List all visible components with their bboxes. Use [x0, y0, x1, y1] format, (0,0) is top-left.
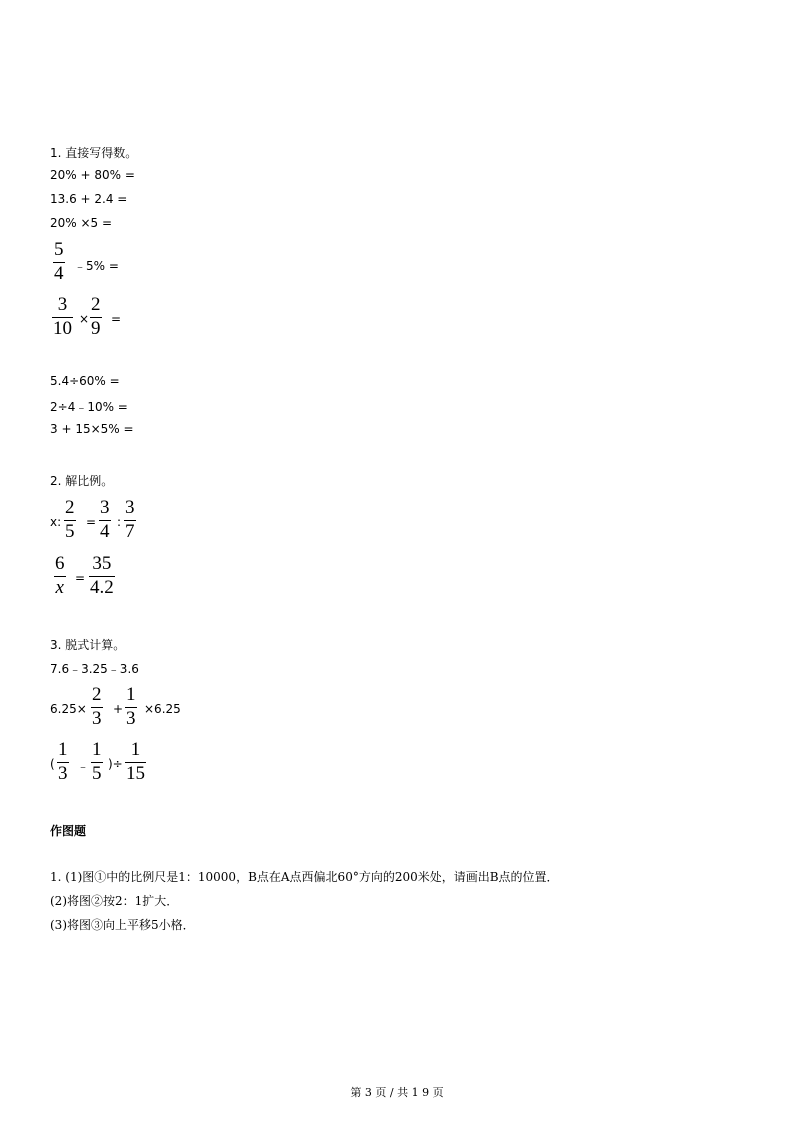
equals-sign: =	[111, 312, 122, 326]
fraction-3-10	[52, 295, 73, 339]
fraction-1-5	[91, 740, 103, 784]
denominator: 3	[92, 708, 102, 730]
numerator: 35	[92, 553, 112, 574]
fraction-3-4	[99, 498, 111, 542]
fraction-3-7	[124, 498, 136, 542]
open-paren: (	[50, 757, 55, 771]
denominator: 9	[91, 318, 101, 340]
fraction-6-x	[54, 554, 66, 598]
calc-item-6: 5.4÷60% =	[50, 374, 120, 388]
plus-sign: +	[113, 702, 124, 716]
calc-item-4-tail: ﹣5% =	[74, 259, 119, 273]
question-1-title: 1. 直接写得数。	[50, 146, 138, 160]
numerator: 1	[130, 739, 141, 760]
denominator: 3	[126, 708, 136, 730]
denominator: 4	[100, 521, 110, 543]
numerator: 2	[92, 684, 102, 705]
drawing-question-2: (2)将图②按2：1扩大．	[50, 894, 179, 908]
numerator: 3	[57, 294, 68, 315]
calc-item-1: 20% + 80% =	[50, 168, 135, 182]
calc-item-8: 3 + 15×5% =	[50, 422, 134, 436]
numerator: 3	[100, 497, 110, 518]
denominator: 4	[54, 263, 64, 285]
step-calc-1: 7.6﹣3.25﹣3.6	[50, 662, 139, 676]
fraction-2-3	[91, 685, 103, 729]
drawing-question-3: (3)将图③向上平移5小格．	[50, 918, 195, 932]
numerator: 3	[125, 497, 135, 518]
ratio-colon: :	[117, 515, 122, 529]
denominator: 15	[126, 763, 145, 785]
calc-item-7: 2÷4﹣10% =	[50, 400, 128, 414]
denominator: 10	[53, 318, 72, 340]
calc-item-3: 20% ×5 =	[50, 216, 113, 230]
fraction-35-4.2	[89, 554, 115, 598]
numerator: 1	[92, 739, 102, 760]
fraction-5-4	[53, 240, 65, 284]
equals-sign: =	[86, 515, 97, 529]
step-calc-2-tail: ×6.25	[144, 702, 181, 716]
denominator: 5	[92, 763, 102, 785]
step-calc-2-lead: 6.25×	[50, 702, 87, 716]
numerator: 2	[91, 294, 101, 315]
variable-x: x	[55, 577, 64, 599]
denominator: 7	[125, 521, 135, 543]
denominator	[55, 578, 65, 598]
fraction-1-15	[125, 740, 146, 784]
denominator: 3	[58, 763, 68, 785]
calc-item-2: 13.6 + 2.4 =	[50, 192, 128, 206]
equals-sign: =	[75, 571, 86, 585]
close-paren-divide: )÷	[108, 757, 123, 771]
fraction-2-9	[90, 295, 102, 339]
minus-sign: ﹣	[77, 759, 90, 773]
fraction-1-3	[57, 740, 69, 784]
numerator: 6	[55, 553, 65, 574]
denominator: 4.2	[90, 577, 114, 599]
numerator: 1	[58, 739, 68, 760]
times-sign: ×	[79, 312, 90, 326]
denominator: 5	[65, 521, 75, 543]
question-2-title: 2. 解比例。	[50, 474, 114, 488]
numerator: 2	[65, 497, 75, 518]
numerator: 5	[54, 239, 64, 260]
drawing-section-heading: 作图题	[50, 824, 87, 838]
fraction-2-5	[64, 498, 76, 542]
drawing-question-1: 1. (1)图①中的比例尺是1：10000，B点在A点西偏北60°方向的200米处，请画出B点的位置．	[50, 870, 559, 884]
numerator: 1	[126, 684, 136, 705]
proportion-1-lead: x:	[50, 515, 62, 529]
fraction-1-3	[125, 685, 137, 729]
question-3-title: 3. 脱式计算。	[50, 638, 126, 652]
page-number-footer: 第 3 页 / 共 1 9 页	[350, 1086, 444, 1099]
